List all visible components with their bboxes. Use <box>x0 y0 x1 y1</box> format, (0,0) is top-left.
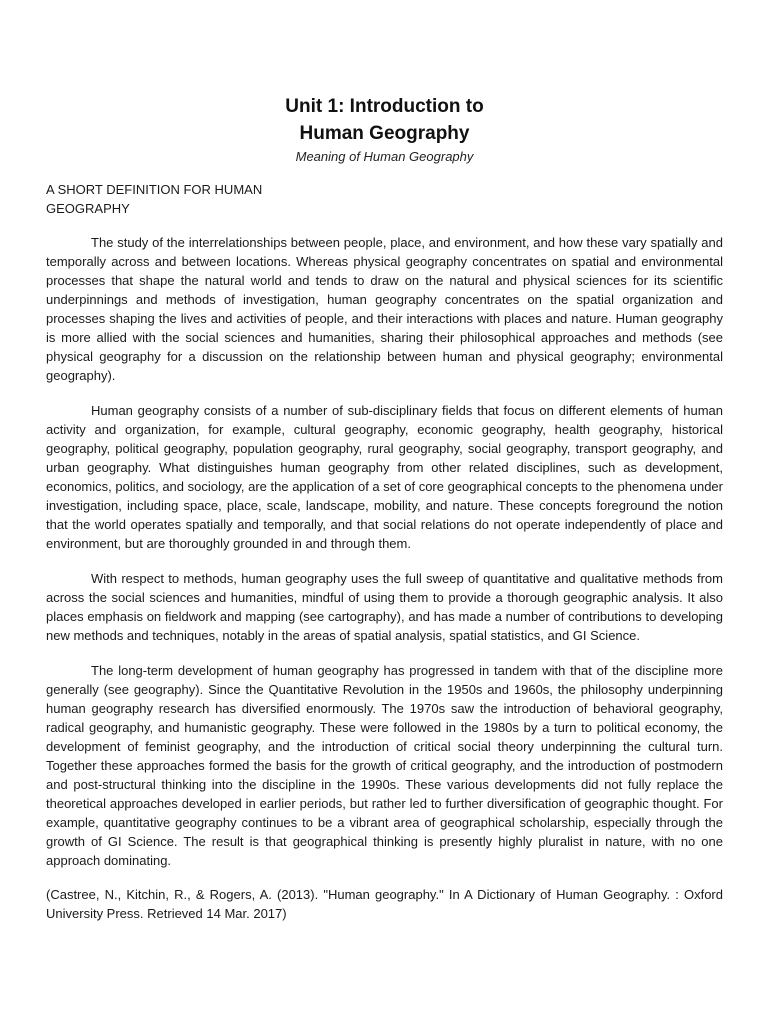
title-line-1: Unit 1: Introduction to <box>285 96 484 117</box>
section-heading: A SHORT DEFINITION FOR HUMAN GEOGRAPHY <box>46 182 263 216</box>
paragraph-development: The long-term development of human geography has progressed in tandem with that of the discipline more generally (see geography). Since the Quantitative Revolution in the 1950s and 1960s, the philosophy underpinning human geography research has diversified enormously. The 1970s saw the introduction of behavioral geography, radical geography, and humanistic geography. These were followed in the 1980s by a turn to political economy, the development of feminist geography, and the introduction of critical social theory underpinning the cultural turn. Together these approaches formed the basis for the growth of critical geography, and the introduction of postmodern and post-structural thinking into the discipline in the 1990s. These various developments did not fully replace the theoretical approaches developed in earlier periods, but rather led to further diversification of geographic thought. For example, quantitative geography continues to be a vibrant area of geographical scholarship, especially through the growth of GI Science. The result is that geographical thinking is presently highly pluralist in nature, with no one approach dominating. <box>46 663 723 868</box>
title-line-2: Human Geography <box>299 123 470 144</box>
paragraph-definition: The study of the interrelationships between people, place, and environment, and how these vary spatially and temporally across and between locations. Whereas physical geography concentrates on spatial and environmental processes that shape the natural world and tends to draw on the natural and physical sciences for its scientific underpinnings and methods of investigation, human geography concentrates on the spatial organization and processes shaping the lives and activities of people, and their interactions with places and nature. Human geography is more allied with the social sciences and humanities, sharing their philosophical approaches and methods (see physical geography for a discussion on the relationship between human and physical geography; environmental geography). <box>46 235 723 383</box>
paragraph-methods: With respect to methods, human geography uses the full sweep of quantitative and qualitative methods from across the social sciences and humanities, mindful of using them to provide a thorough geographic analysis. It also places emphasis on fieldwork and mapping (see cartography), and has made a number of contributions to developing new methods and techniques, notably in the areas of spatial analysis, spatial statistics, and GI Science. <box>46 571 723 643</box>
page-subtitle: Meaning of Human Geography <box>295 149 474 164</box>
page-title <box>46 93 723 147</box>
paragraph-subfields: Human geography consists of a number of sub-disciplinary fields that focus on different elements of human activity and organization, for example, cultural geography, economic geography, health geography, historical geography, political geography, population geography, rural geography, social geography, transport geography, and urban geography. What distinguishes human geography from other related disciplines, such as development, economics, politics, and sociology, are the application of a set of core geographical concepts to the phenomena under investigation, including space, place, scale, landscape, mobility, and nature. These concepts foreground the notion that the world operates spatially and temporally, and that social relations do not operate independently of place and environment, but are thoroughly grounded in and through them. <box>46 403 723 551</box>
document-page <box>46 0 723 923</box>
citation: (Castree, N., Kitchin, R., & Rogers, A. (2013). "Human geography." In A Dictionary of Human Geography. : Oxford University Press. Retrieved 14 Mar. 2017) <box>46 887 723 921</box>
